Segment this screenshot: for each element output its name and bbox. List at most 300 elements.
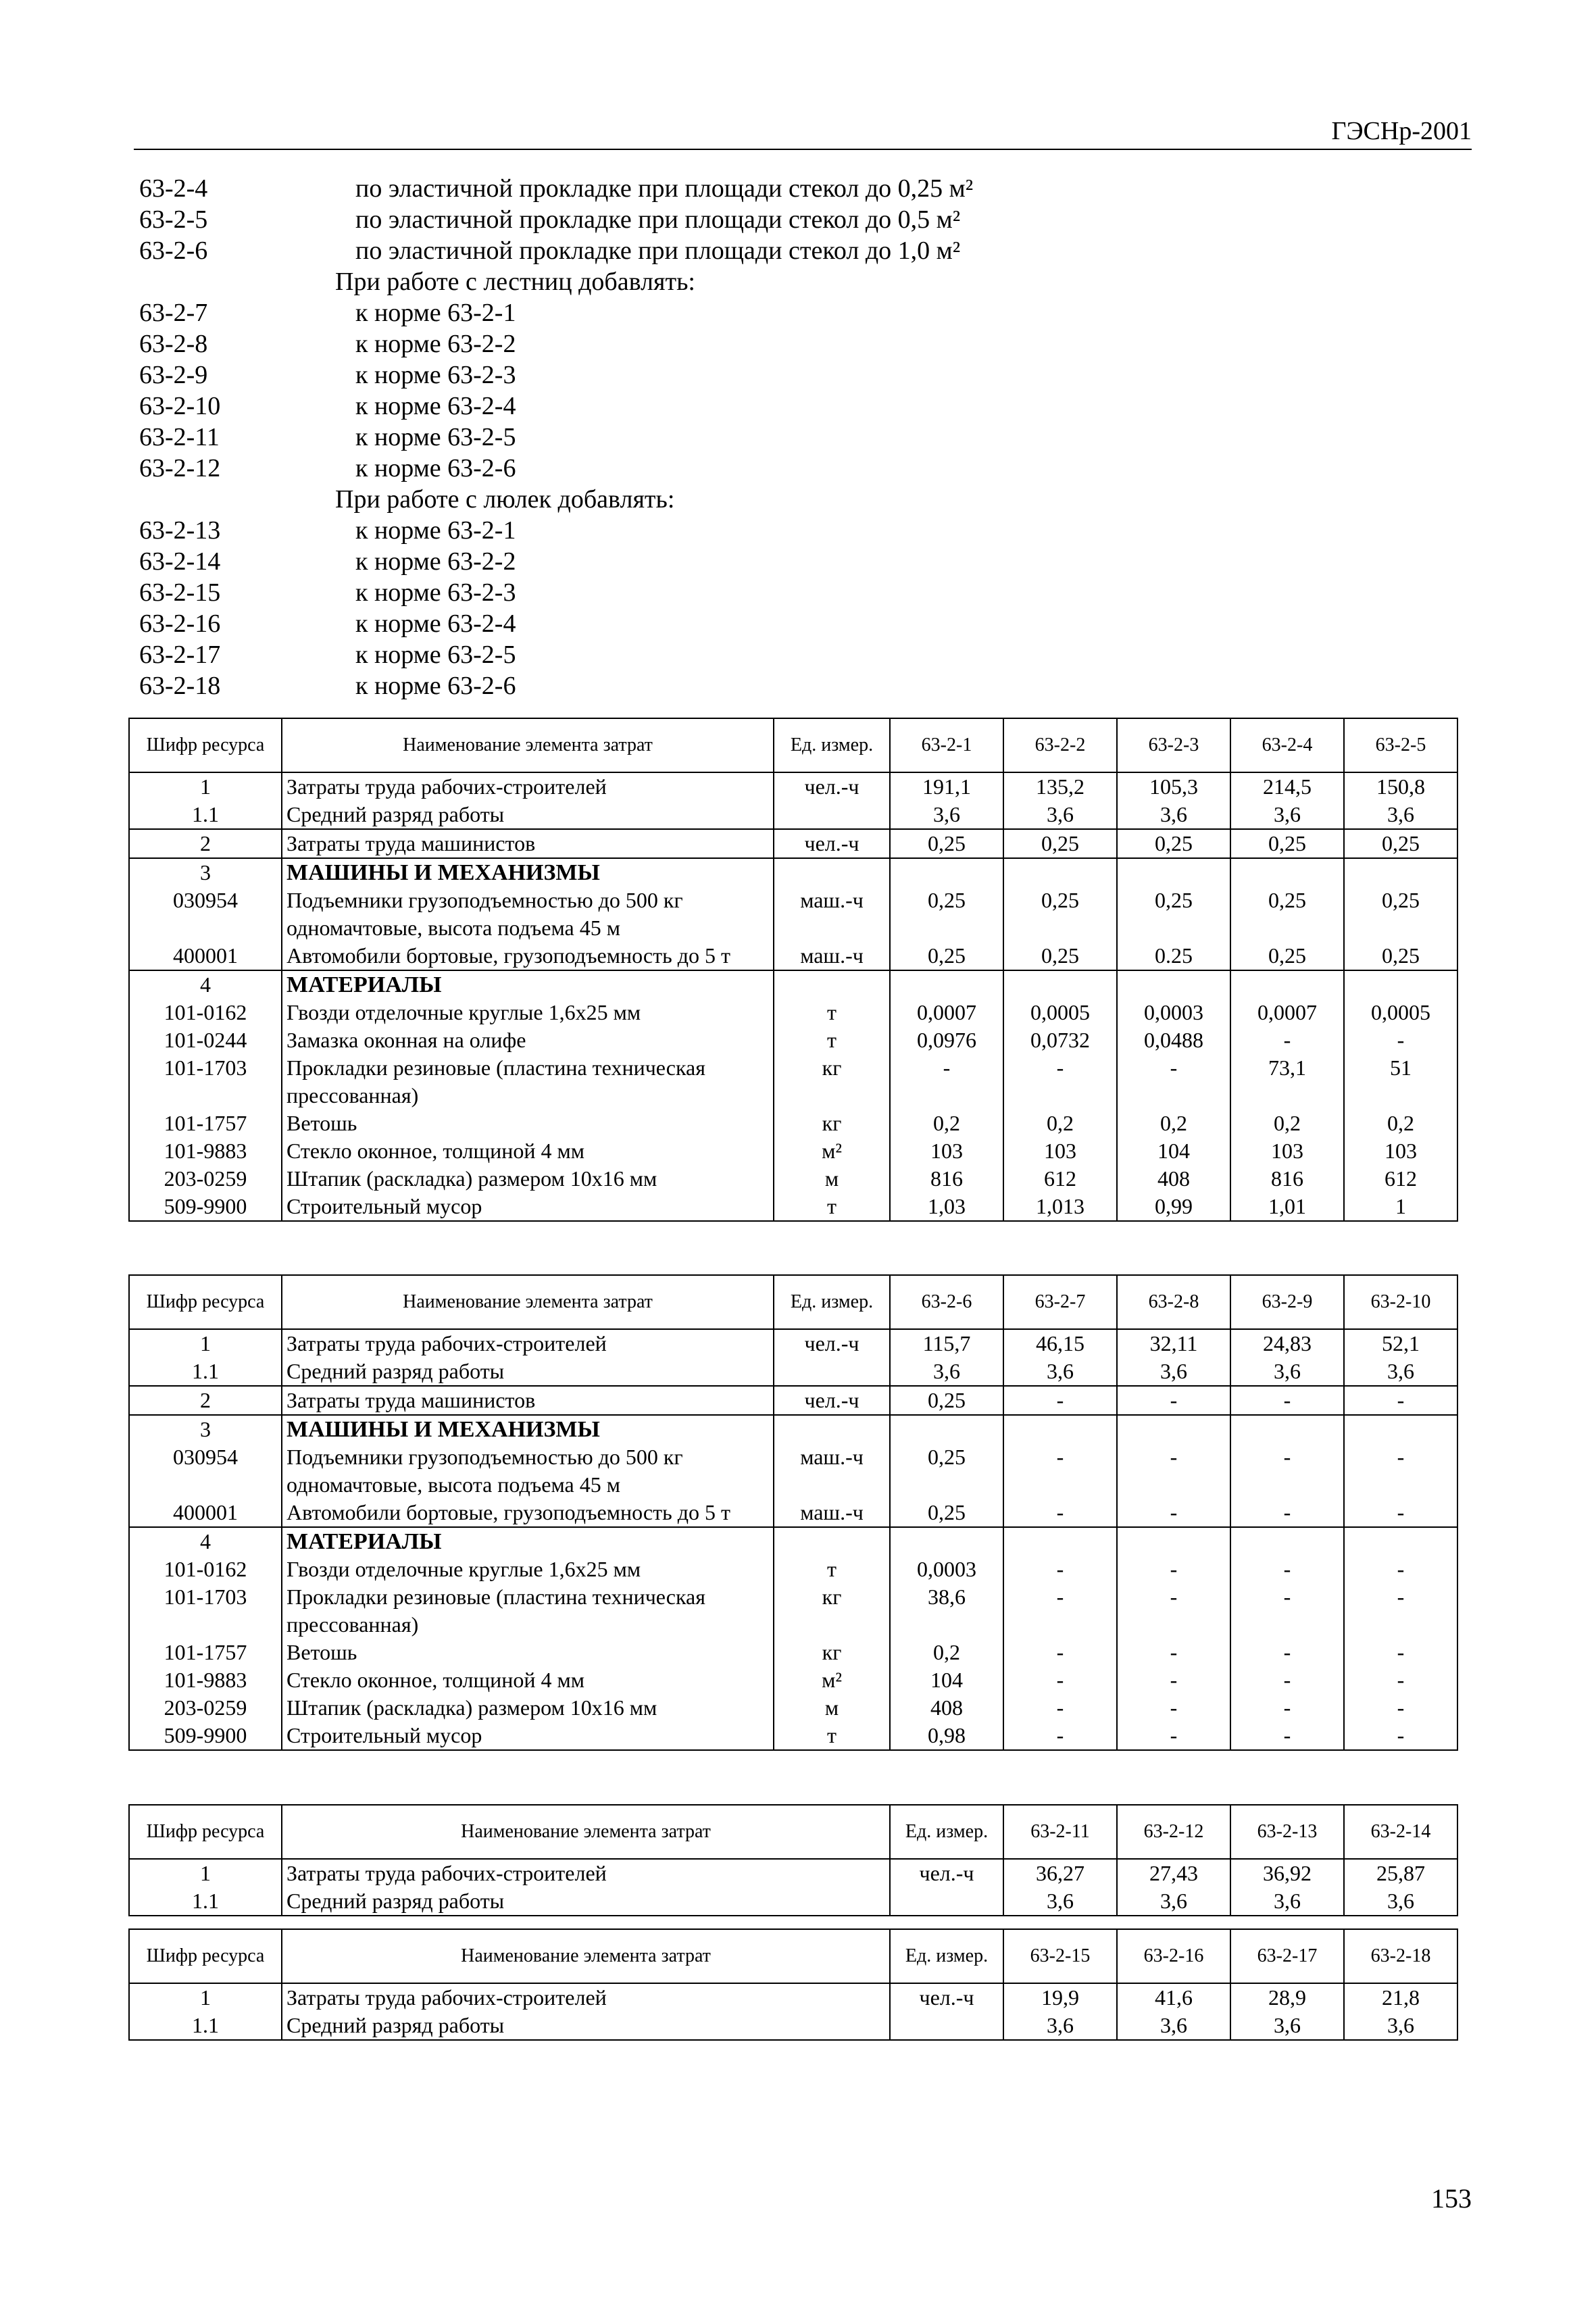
resource-code: 4 <box>129 970 282 999</box>
value-cell: 0,25 <box>1230 942 1344 970</box>
table-row <box>129 1555 1457 1583</box>
value-cell: - <box>1230 1583 1344 1639</box>
section-title: МАШИНЫ И МЕХАНИЗМЫ <box>282 1415 774 1443</box>
value-cell <box>890 1527 1003 1555</box>
norm-code: 63-2-12 <box>139 454 221 482</box>
value-cell: 0.25 <box>1117 942 1230 970</box>
table-row <box>129 1137 1457 1165</box>
cost-element-name: Гвозди отделочные круглые 1,6х25 мм <box>282 999 774 1026</box>
unit: кг <box>774 1639 890 1666</box>
value-cell <box>1003 1415 1117 1443</box>
value-cell: 3,6 <box>1344 2012 1457 2040</box>
resource-table-1 <box>128 718 1458 1222</box>
value-cell: 0,0005 <box>1344 999 1457 1026</box>
value-cell: 0,0732 <box>1003 1026 1117 1054</box>
value-cell: 1,03 <box>890 1193 1003 1221</box>
section-row <box>129 1415 1457 1443</box>
value-cell: 0,25 <box>890 1443 1003 1499</box>
value-cell: 3,6 <box>1117 2012 1230 2040</box>
norm-code: 63-2-15 <box>139 578 221 607</box>
unit: т <box>774 1555 890 1583</box>
value-cell: 105,3 <box>1117 772 1230 801</box>
header-cost-element: Наименование элемента затрат <box>282 1805 890 1859</box>
value-cell: 612 <box>1003 1165 1117 1193</box>
norm-description: к норме 63-2-4 <box>355 609 516 638</box>
unit <box>774 1415 890 1443</box>
unit: м <box>774 1165 890 1193</box>
value-cell: 0,25 <box>890 942 1003 970</box>
cost-element-name: Строительный мусор <box>282 1722 774 1750</box>
header-resource-code: Шифр ресурса <box>129 1275 282 1329</box>
unit: м² <box>774 1666 890 1694</box>
value-cell: 0,98 <box>890 1722 1003 1750</box>
norm-list-item <box>139 515 973 546</box>
unit: чел.-ч <box>774 829 890 858</box>
value-cell: - <box>1003 1443 1117 1499</box>
value-cell: 27,43 <box>1117 1859 1230 1887</box>
section-row <box>129 858 1457 887</box>
norm-description: по эластичной прокладке при площади стекол до 0,25 м² <box>355 174 974 203</box>
resource-code: 030954 <box>129 1443 282 1499</box>
table-row <box>129 2012 1457 2040</box>
value-cell <box>1230 970 1344 999</box>
norm-list-item <box>139 173 973 204</box>
table-header-row <box>129 718 1457 772</box>
norm-list-item <box>139 391 973 422</box>
section-row <box>129 1527 1457 1555</box>
resource-code: 101-1703 <box>129 1583 282 1639</box>
value-cell <box>1003 1527 1117 1555</box>
page-number: 153 <box>1431 2183 1472 2214</box>
unit: чел.-ч <box>890 1983 1003 2012</box>
section-title: МАТЕРИАЛЫ <box>282 1527 774 1555</box>
table-row <box>129 887 1457 942</box>
norm-description: к норме 63-2-6 <box>355 672 516 700</box>
value-cell: 3,6 <box>1003 1887 1117 1916</box>
table-row <box>129 1110 1457 1137</box>
norm-description: к норме 63-2-5 <box>355 423 516 451</box>
value-cell: 0,2 <box>1003 1110 1117 1137</box>
table-row <box>129 999 1457 1026</box>
value-cell: 150,8 <box>1344 772 1457 801</box>
cost-element-name: Затраты труда рабочих-строителей <box>282 1859 890 1887</box>
table-row <box>129 1499 1457 1527</box>
value-cell: 816 <box>890 1165 1003 1193</box>
cost-element-name: Затраты труда машинистов <box>282 1386 774 1415</box>
resource-code: 1.1 <box>129 2012 282 2040</box>
resource-code: 1.1 <box>129 1887 282 1916</box>
header-norm-code: 63-2-17 <box>1230 1929 1344 1983</box>
cost-element-name: Штапик (раскладка) размером 10х16 мм <box>282 1694 774 1722</box>
header-resource-code: Шифр ресурса <box>129 718 282 772</box>
table-row <box>129 1859 1457 1887</box>
value-cell: 408 <box>1117 1165 1230 1193</box>
unit: маш.-ч <box>774 942 890 970</box>
value-cell: - <box>1344 1443 1457 1499</box>
value-cell: - <box>1344 1583 1457 1639</box>
value-cell: 24,83 <box>1230 1329 1344 1358</box>
value-cell: - <box>1117 1583 1230 1639</box>
table-header-row <box>129 1275 1457 1329</box>
value-cell: 3,6 <box>1117 801 1230 829</box>
norm-code <box>139 484 335 515</box>
value-cell: - <box>1003 1666 1117 1694</box>
value-cell <box>890 858 1003 887</box>
value-cell: 0,2 <box>890 1110 1003 1137</box>
resource-code: 1 <box>129 1983 282 2012</box>
cost-element-name: Автомобили бортовые, грузоподъемность до 5 т <box>282 1499 774 1527</box>
table-row <box>129 1694 1457 1722</box>
norm-code: 63-2-14 <box>139 547 221 576</box>
table-row <box>129 1026 1457 1054</box>
header-norm-code: 63-2-11 <box>1003 1805 1117 1859</box>
norm-code: 63-2-6 <box>139 237 208 265</box>
table-row <box>129 1358 1457 1386</box>
value-cell <box>1344 1415 1457 1443</box>
value-cell: - <box>890 1054 1003 1110</box>
value-cell: 104 <box>890 1666 1003 1694</box>
value-cell: 135,2 <box>1003 772 1117 801</box>
document-code: ГЭСНр-2001 <box>1331 117 1472 145</box>
value-cell: 51 <box>1344 1054 1457 1110</box>
norm-list-item <box>139 484 973 515</box>
unit: т <box>774 999 890 1026</box>
resource-code: 101-1757 <box>129 1639 282 1666</box>
value-cell <box>1117 970 1230 999</box>
header-norm-code: 63-2-6 <box>890 1275 1003 1329</box>
norm-code: 63-2-4 <box>139 174 208 203</box>
cost-element-name: Замазка оконная на олифе <box>282 1026 774 1054</box>
header-norm-code: 63-2-15 <box>1003 1929 1117 1983</box>
unit <box>890 2012 1003 2040</box>
value-cell: 3,6 <box>1003 801 1117 829</box>
value-cell: 0,25 <box>1344 942 1457 970</box>
value-cell: 0,99 <box>1117 1193 1230 1221</box>
value-cell <box>1117 1527 1230 1555</box>
norm-description: При работе с лестниц добавлять: <box>335 268 695 296</box>
norm-code: 63-2-11 <box>139 423 220 451</box>
value-cell: 0,25 <box>890 1499 1003 1527</box>
resource-code: 101-0162 <box>129 1555 282 1583</box>
norm-list <box>139 173 973 701</box>
norm-description: к норме 63-2-1 <box>355 299 516 327</box>
cost-element-name: Подъемники грузоподъемностью до 500 кг одномачтовые, высота подъема 45 м <box>282 887 774 942</box>
value-cell: 0,25 <box>1344 829 1457 858</box>
resource-code: 509-9900 <box>129 1193 282 1221</box>
value-cell: - <box>1344 1499 1457 1527</box>
resource-table-2 <box>128 1274 1458 1751</box>
header-cost-element: Наименование элемента затрат <box>282 718 774 772</box>
cost-element-name: Автомобили бортовые, грузоподъемность до 5 т <box>282 942 774 970</box>
header-norm-code: 63-2-13 <box>1230 1805 1344 1859</box>
unit: чел.-ч <box>774 1386 890 1415</box>
unit: м² <box>774 1137 890 1165</box>
table-row <box>129 1722 1457 1750</box>
value-cell: 0,25 <box>1003 829 1117 858</box>
table-row <box>129 1639 1457 1666</box>
header-unit: Ед. измер. <box>774 1275 890 1329</box>
cost-element-name: Стекло оконное, толщиной 4 мм <box>282 1666 774 1694</box>
section-title: МАШИНЫ И МЕХАНИЗМЫ <box>282 858 774 887</box>
cost-element-name: Средний разряд работы <box>282 801 774 829</box>
value-cell: - <box>1003 1722 1117 1750</box>
value-cell: 0,25 <box>1003 887 1117 942</box>
cost-element-name: Штапик (раскладка) размером 10х16 мм <box>282 1165 774 1193</box>
value-cell <box>1230 1527 1344 1555</box>
unit: кг <box>774 1583 890 1639</box>
value-cell: 0,25 <box>1230 887 1344 942</box>
header-norm-code: 63-2-8 <box>1117 1275 1230 1329</box>
table-row <box>129 1054 1457 1110</box>
value-cell: 0,0007 <box>890 999 1003 1026</box>
norm-code: 63-2-7 <box>139 299 208 327</box>
header-norm-code: 63-2-1 <box>890 718 1003 772</box>
header-resource-code: Шифр ресурса <box>129 1929 282 1983</box>
norm-code: 63-2-10 <box>139 392 221 420</box>
norm-list-item <box>139 608 973 639</box>
value-cell <box>1003 858 1117 887</box>
value-cell: - <box>1117 1499 1230 1527</box>
value-cell: - <box>1003 1694 1117 1722</box>
value-cell: 3,6 <box>1003 1358 1117 1386</box>
value-cell: - <box>1003 1499 1117 1527</box>
norm-description: к норме 63-2-3 <box>355 578 516 607</box>
resource-code: 2 <box>129 1386 282 1415</box>
resource-code: 1 <box>129 1329 282 1358</box>
value-cell: 103 <box>890 1137 1003 1165</box>
header-norm-code: 63-2-16 <box>1117 1929 1230 1983</box>
cost-element-name: Строительный мусор <box>282 1193 774 1221</box>
cost-element-name: Прокладки резиновые (пластина техническая прессованная) <box>282 1054 774 1110</box>
value-cell: - <box>1344 1666 1457 1694</box>
value-cell: 1,01 <box>1230 1193 1344 1221</box>
norm-description: к норме 63-2-1 <box>355 516 516 545</box>
value-cell: 115,7 <box>890 1329 1003 1358</box>
norm-description: к норме 63-2-2 <box>355 330 516 358</box>
value-cell: - <box>1344 1639 1457 1666</box>
value-cell: - <box>1003 1555 1117 1583</box>
norm-list-item <box>139 359 973 391</box>
value-cell: 103 <box>1003 1137 1117 1165</box>
value-cell: 0,2 <box>1344 1110 1457 1137</box>
value-cell: 32,11 <box>1117 1329 1230 1358</box>
value-cell: - <box>1117 1666 1230 1694</box>
header-resource-code: Шифр ресурса <box>129 1805 282 1859</box>
header-cost-element: Наименование элемента затрат <box>282 1275 774 1329</box>
unit: т <box>774 1026 890 1054</box>
unit <box>774 858 890 887</box>
section-title: МАТЕРИАЛЫ <box>282 970 774 999</box>
norm-description: к норме 63-2-3 <box>355 361 516 389</box>
value-cell: 41,6 <box>1117 1983 1230 2012</box>
resource-code: 101-0244 <box>129 1026 282 1054</box>
value-cell: - <box>1230 1499 1344 1527</box>
value-cell: - <box>1344 1694 1457 1722</box>
resource-code: 101-1757 <box>129 1110 282 1137</box>
header-divider <box>134 149 1472 150</box>
value-cell: - <box>1117 1443 1230 1499</box>
norm-list-item <box>139 297 973 328</box>
header-norm-code: 63-2-4 <box>1230 718 1344 772</box>
cost-element-name: Затраты труда машинистов <box>282 829 774 858</box>
header-norm-code: 63-2-2 <box>1003 718 1117 772</box>
resource-code: 4 <box>129 1527 282 1555</box>
cost-element-name: Средний разряд работы <box>282 2012 890 2040</box>
value-cell: 191,1 <box>890 772 1003 801</box>
value-cell <box>1117 858 1230 887</box>
table-row <box>129 1165 1457 1193</box>
value-cell: 612 <box>1344 1165 1457 1193</box>
norm-list-item <box>139 266 973 297</box>
norm-code: 63-2-9 <box>139 361 208 389</box>
resource-table-3 <box>128 1804 1458 1916</box>
value-cell: 0,25 <box>1003 942 1117 970</box>
resource-code: 1 <box>129 772 282 801</box>
value-cell: - <box>1003 1386 1117 1415</box>
header-unit: Ед. измер. <box>890 1929 1003 1983</box>
value-cell: 73,1 <box>1230 1054 1344 1110</box>
resource-code: 101-9883 <box>129 1137 282 1165</box>
value-cell <box>1117 1415 1230 1443</box>
value-cell: 0,25 <box>1230 829 1344 858</box>
value-cell: - <box>1230 1555 1344 1583</box>
section-row <box>129 970 1457 999</box>
value-cell: 103 <box>1344 1137 1457 1165</box>
value-cell: 0,2 <box>890 1639 1003 1666</box>
value-cell: - <box>1230 1443 1344 1499</box>
table-row <box>129 1193 1457 1221</box>
table-row <box>129 1983 1457 2012</box>
cost-element-name: Затраты труда рабочих-строителей <box>282 1983 890 2012</box>
cost-element-name: Ветошь <box>282 1110 774 1137</box>
value-cell: 36,92 <box>1230 1859 1344 1887</box>
value-cell: 3,6 <box>1003 2012 1117 2040</box>
value-cell: 0,25 <box>890 887 1003 942</box>
value-cell: - <box>1230 1694 1344 1722</box>
resource-code: 1.1 <box>129 801 282 829</box>
value-cell: 0,25 <box>1344 887 1457 942</box>
cost-element-name: Затраты труда рабочих-строителей <box>282 772 774 801</box>
header-norm-code: 63-2-7 <box>1003 1275 1117 1329</box>
value-cell: - <box>1344 1386 1457 1415</box>
cost-element-name: Прокладки резиновые (пластина техническая прессованная) <box>282 1583 774 1639</box>
value-cell: 36,27 <box>1003 1859 1117 1887</box>
value-cell: 0,25 <box>1117 829 1230 858</box>
value-cell <box>1344 1527 1457 1555</box>
table-row <box>129 772 1457 801</box>
table-row <box>129 1583 1457 1639</box>
value-cell <box>1344 970 1457 999</box>
norm-code: 63-2-18 <box>139 672 221 700</box>
norm-code <box>139 266 335 297</box>
cost-element-name: Затраты труда рабочих-строителей <box>282 1329 774 1358</box>
norm-list-item <box>139 670 973 701</box>
resource-code: 2 <box>129 829 282 858</box>
unit: чел.-ч <box>774 772 890 801</box>
table-header-row <box>129 1805 1457 1859</box>
value-cell: 0,0007 <box>1230 999 1344 1026</box>
value-cell: 0,0976 <box>890 1026 1003 1054</box>
norm-code: 63-2-17 <box>139 641 221 669</box>
value-cell: 0,0488 <box>1117 1026 1230 1054</box>
header-unit: Ед. измер. <box>774 718 890 772</box>
header-norm-code: 63-2-12 <box>1117 1805 1230 1859</box>
value-cell: - <box>1230 1026 1344 1054</box>
value-cell: - <box>1230 1386 1344 1415</box>
resource-code: 3 <box>129 858 282 887</box>
norm-list-item <box>139 204 973 235</box>
norm-description: по эластичной прокладке при площади стекол до 0,5 м² <box>355 205 961 234</box>
value-cell: 408 <box>890 1694 1003 1722</box>
value-cell: - <box>1117 1386 1230 1415</box>
norm-list-item <box>139 235 973 266</box>
cost-element-name: Средний разряд работы <box>282 1887 890 1916</box>
unit: м <box>774 1694 890 1722</box>
value-cell: 3,6 <box>1344 1887 1457 1916</box>
value-cell: 3,6 <box>1117 1887 1230 1916</box>
value-cell: - <box>1117 1694 1230 1722</box>
value-cell: 0,25 <box>890 1386 1003 1415</box>
norm-list-item <box>139 546 973 577</box>
value-cell: 3,6 <box>890 801 1003 829</box>
resource-code: 030954 <box>129 887 282 942</box>
table-row <box>129 1666 1457 1694</box>
unit: кг <box>774 1110 890 1137</box>
table-row <box>129 1887 1457 1916</box>
value-cell: 19,9 <box>1003 1983 1117 2012</box>
value-cell: - <box>1230 1722 1344 1750</box>
norm-list-item <box>139 328 973 359</box>
header-norm-code: 63-2-10 <box>1344 1275 1457 1329</box>
value-cell: - <box>1003 1639 1117 1666</box>
unit <box>890 1887 1003 1916</box>
table-header-row <box>129 1929 1457 1983</box>
resource-code: 203-0259 <box>129 1165 282 1193</box>
header-norm-code: 63-2-5 <box>1344 718 1457 772</box>
value-cell: 0,0003 <box>1117 999 1230 1026</box>
value-cell: 1 <box>1344 1193 1457 1221</box>
table-row <box>129 942 1457 970</box>
unit: т <box>774 1193 890 1221</box>
unit: чел.-ч <box>774 1329 890 1358</box>
value-cell: 3,6 <box>1344 801 1457 829</box>
resource-code: 400001 <box>129 1499 282 1527</box>
value-cell: 38,6 <box>890 1583 1003 1639</box>
norm-description: При работе с люлек добавлять: <box>335 485 675 514</box>
norm-description: по эластичной прокладке при площади стекол до 1,0 м² <box>355 237 961 265</box>
header-norm-code: 63-2-3 <box>1117 718 1230 772</box>
value-cell: 3,6 <box>1344 1358 1457 1386</box>
value-cell: - <box>1117 1639 1230 1666</box>
value-cell <box>1230 858 1344 887</box>
table-row <box>129 801 1457 829</box>
unit: т <box>774 1722 890 1750</box>
cost-element-name: Стекло оконное, толщиной 4 мм <box>282 1137 774 1165</box>
table-row <box>129 829 1457 858</box>
norm-code: 63-2-5 <box>139 205 208 234</box>
value-cell: 3,6 <box>1230 1887 1344 1916</box>
resource-code: 1.1 <box>129 1358 282 1386</box>
value-cell: - <box>1117 1722 1230 1750</box>
value-cell: 214,5 <box>1230 772 1344 801</box>
resource-code: 400001 <box>129 942 282 970</box>
resource-table-4 <box>128 1928 1458 2041</box>
value-cell: 28,9 <box>1230 1983 1344 2012</box>
header-cost-element: Наименование элемента затрат <box>282 1929 890 1983</box>
value-cell: 46,15 <box>1003 1329 1117 1358</box>
unit: кг <box>774 1054 890 1110</box>
value-cell: 3,6 <box>1230 1358 1344 1386</box>
